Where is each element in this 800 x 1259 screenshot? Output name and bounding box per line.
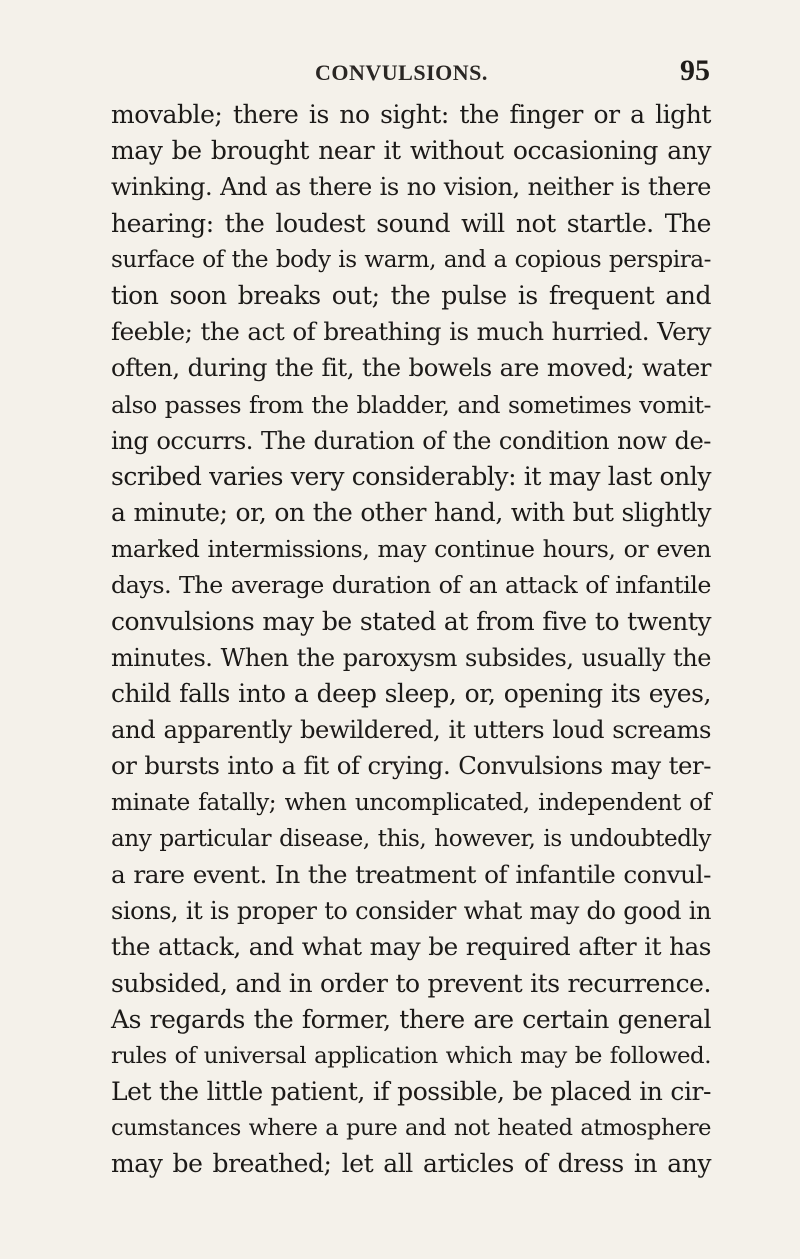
- text-line: Let the little patient, if possible, be placed in cir-: [111, 1077, 711, 1107]
- text-line: ing occurrs. The duration of the condition now de-: [111, 426, 711, 455]
- text-line: any particular disease, this, however, is undoubtedly: [111, 825, 711, 852]
- page-header: [180, 50, 710, 90]
- text-line: a minute; or, on the other hand, with but slightly: [111, 498, 711, 528]
- text-line: surface of the body is warm, and a copious perspira-: [111, 246, 711, 273]
- body-text: [111, 97, 711, 1183]
- text-line: also passes from the bladder, and sometimes vomit-: [111, 390, 711, 419]
- text-line: may be brought near it without occasioning any: [111, 136, 711, 166]
- text-line: often, during the fit, the bowels are moved; water: [111, 353, 711, 383]
- text-line: feeble; the act of breathing is much hurried. Very: [111, 317, 711, 347]
- text-line: minutes. When the paroxysm subsides, usually the: [111, 643, 711, 672]
- text-line: may be breathed; let all articles of dress in any: [111, 1149, 711, 1179]
- page-number: 95: [680, 54, 710, 87]
- text-line: and apparently bewildered, it utters loud screams: [111, 715, 711, 745]
- text-line: a rare event. In the treatment of infantile convul-: [111, 859, 711, 889]
- text-line: convulsions may be stated at from five to twenty: [111, 606, 711, 636]
- text-line: the attack, and what may be required after it has: [111, 932, 711, 962]
- text-line: rules of universal application which may be followed.: [111, 1042, 711, 1069]
- text-line: days. The average duration of an attack of infantile: [111, 571, 711, 600]
- text-line: or bursts into a fit of crying. Convulsions may ter-: [111, 751, 711, 781]
- text-line: subsided, and in order to prevent its recurrence.: [111, 968, 711, 998]
- text-line: scribed varies very considerably: it may last only: [111, 461, 711, 491]
- text-line: child falls into a deep sleep, or, opening its eyes,: [111, 679, 711, 708]
- text-line: marked intermissions, may continue hours, or even: [111, 535, 711, 564]
- text-line: tion soon breaks out; the pulse is frequent and: [111, 280, 711, 310]
- text-line: cumstances where a pure and not heated atmosphere: [111, 1115, 711, 1142]
- text-line: winking. And as there is no vision, neither is there: [111, 173, 711, 202]
- text-line: movable; there is no sight: the finger or a light: [111, 100, 711, 129]
- text-line: hearing: the loudest sound will not startle. The: [111, 208, 711, 238]
- text-line: As regards the former, there are certain general: [111, 1004, 711, 1034]
- text-line: sions, it is proper to consider what may do good in: [111, 897, 711, 926]
- running-head: CONVULSIONS.: [315, 60, 488, 85]
- text-line: minate fatally; when uncomplicated, independent of: [111, 788, 711, 816]
